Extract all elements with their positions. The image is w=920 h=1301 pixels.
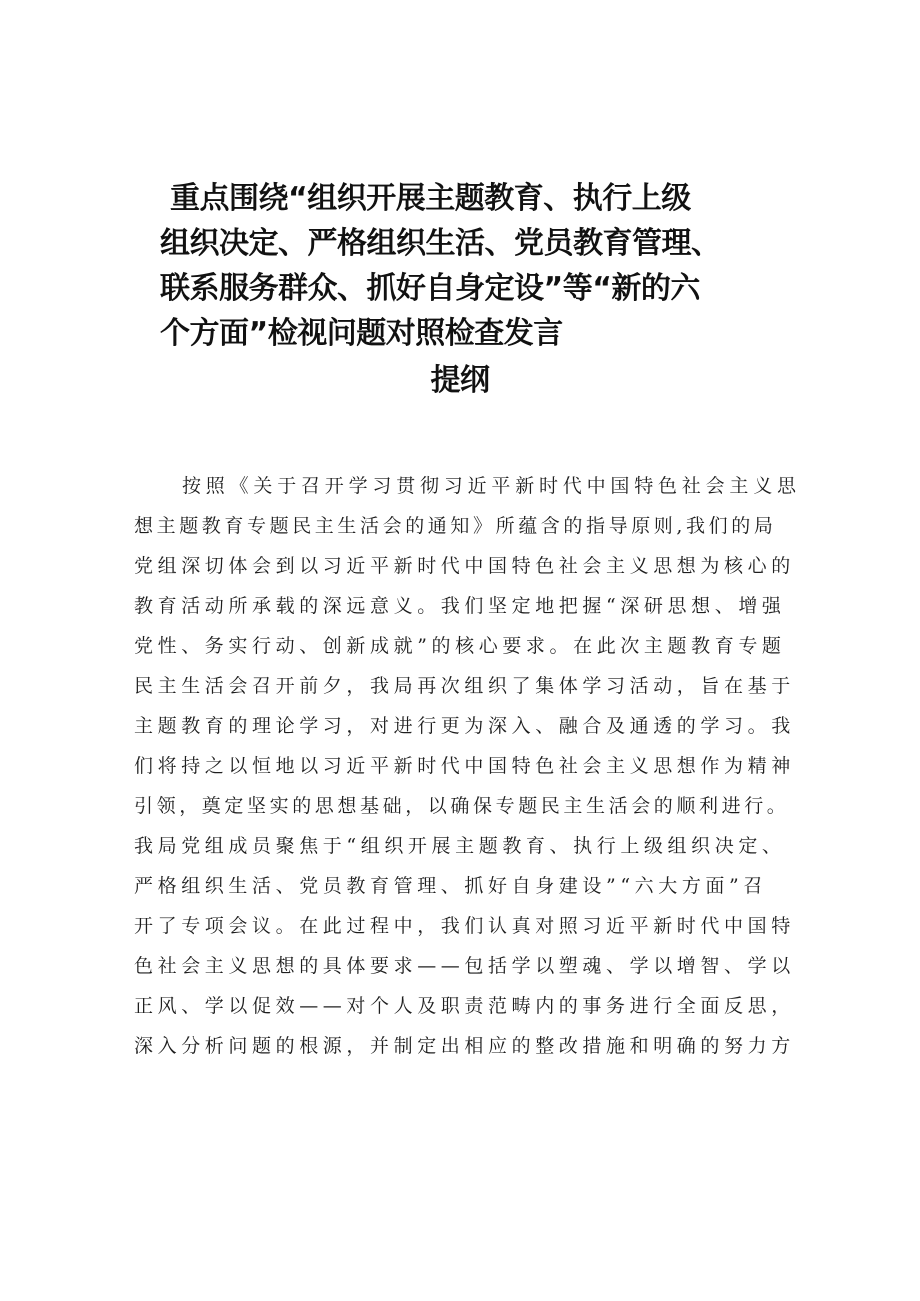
body-line: 按照《关于召开学习贯彻习近平新时代中国特色社会主义思 (182, 475, 801, 497)
body-line: 严格组织生活、党员教育管理、抓好自身建设”“六大方面”召 (134, 875, 767, 897)
document-title (160, 176, 800, 403)
body-line: 深入分析问题的根源，并制定出相应的整改措施和明确的努力方 (134, 1035, 795, 1057)
body-line: 引领，奠定坚实的思想基础，以确保专题民主生活会的顺利进行。 (134, 795, 790, 817)
body-line: 正风、学以促效——对个人及职责范畴内的事务进行全面反思， (134, 995, 795, 1017)
title-tail: 提纲 (430, 363, 490, 398)
body-line: 教育活动所承载的深远意义。我们坚定地把握“深研思想、增强 (134, 595, 786, 617)
title-line: 重点围绕“组织开展主题教育、执行上级 (170, 181, 691, 216)
body-line: 开了专项会议。在此过程中，我们认真对照习近平新时代中国特 (134, 915, 795, 937)
body-line: 我局党组成员聚焦于“组织开展主题教育、执行上级组织决定、 (134, 835, 786, 857)
body-line: 党组深切体会到以习近平新时代中国特色社会主义思想为核心的 (134, 555, 795, 577)
title-line: 个方面”检视问题对照检查发言 (160, 316, 563, 351)
body-line: 色社会主义思想的具体要求——包括学以塑魂、学以增智、学以 (134, 955, 795, 977)
body-line: 党性、务实行动、创新成就”的核心要求。在此次主题教育专题 (134, 635, 786, 657)
body-line: 民主生活会召开前夕，我局再次组织了集体学习活动，旨在基于 (134, 675, 795, 697)
title-line: 组织决定、严格组织生活、党员教育管理、 (160, 226, 721, 261)
body-line: 们将持之以恒地以习近平新时代中国特色社会主义思想作为精神 (134, 755, 795, 777)
body-line: 主题教育的理论学习，对进行更为深入、融合及通透的学习。我 (134, 715, 795, 737)
body-line: 想主题教育专题民主生活会的通知》所蕴含的指导原则,我们的局 (134, 515, 777, 537)
body-paragraph (134, 466, 814, 1066)
title-line: 联系服务群众、抓好自身定设”等“新的六 (160, 271, 700, 306)
